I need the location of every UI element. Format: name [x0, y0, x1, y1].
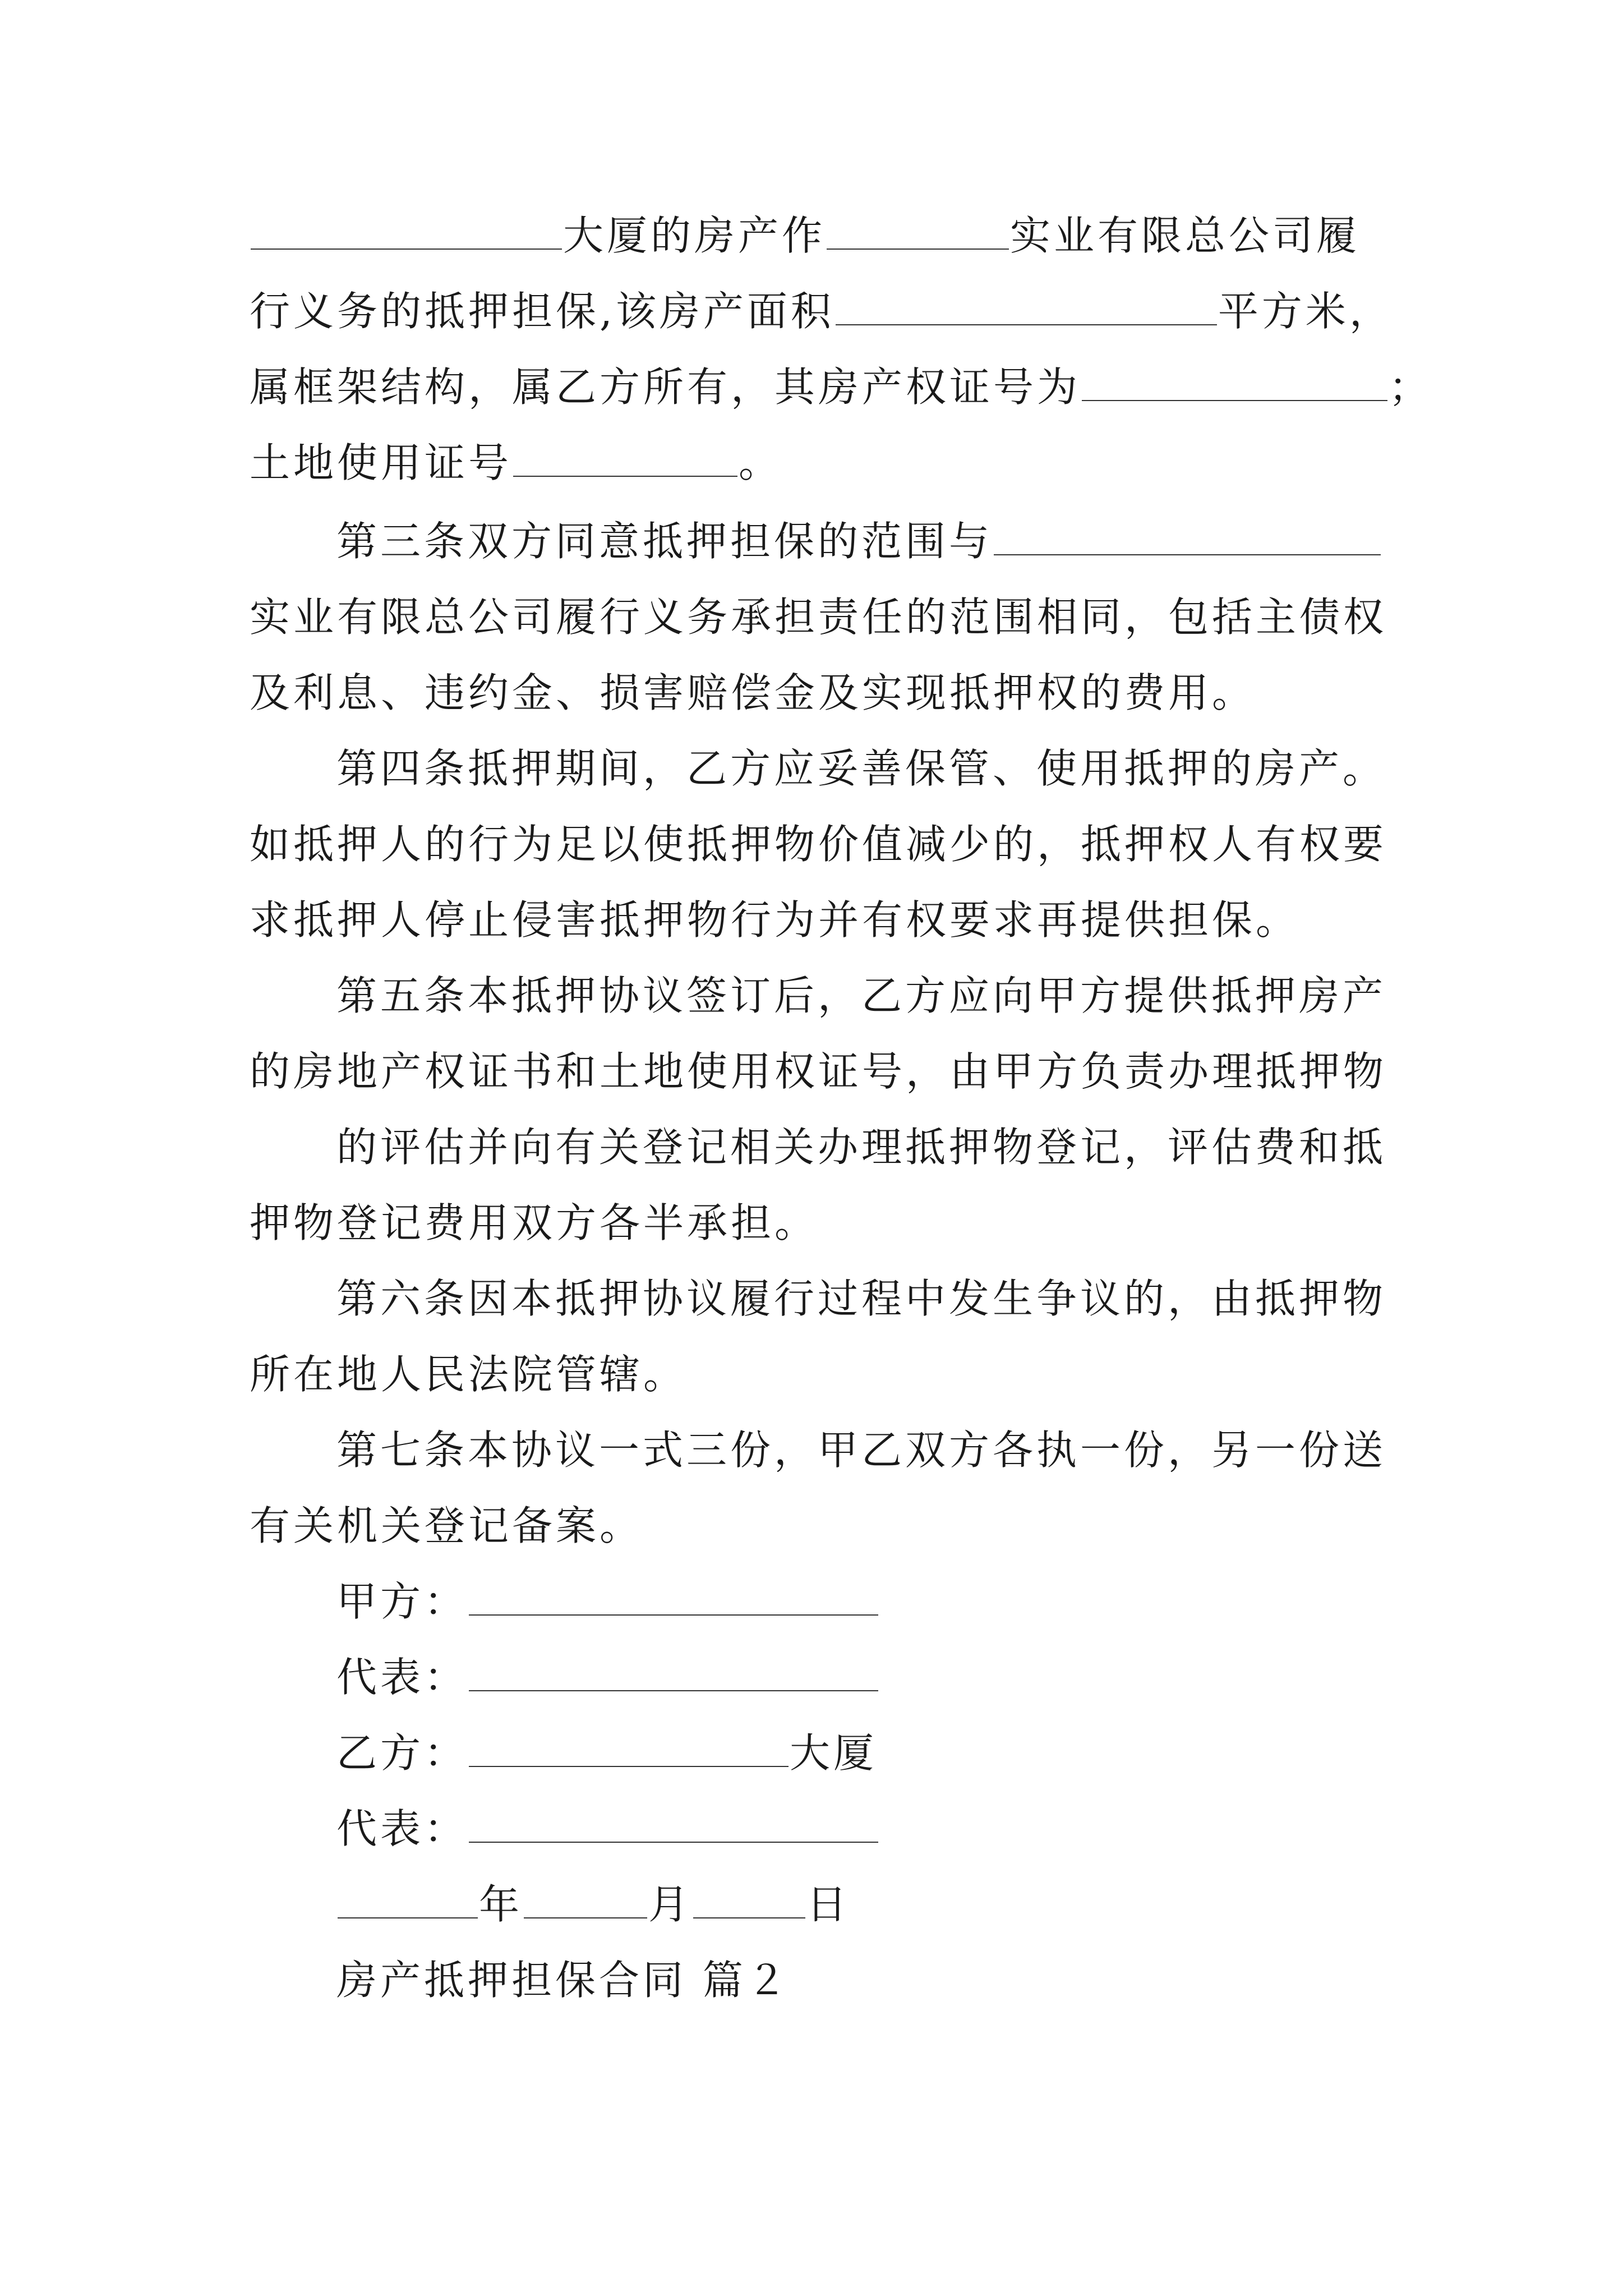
- blank-field[interactable]: [994, 519, 1381, 555]
- signature-party-a: [336, 1573, 879, 1630]
- text-fragment: 第三条双方同意抵押担保的范围与: [336, 518, 993, 565]
- article5-line2: 的房地产权证书和土地使用权证号，由甲方负责办理抵押物: [250, 1048, 1387, 1095]
- signature-field[interactable]: [469, 1731, 789, 1767]
- date-line: [336, 1876, 850, 1932]
- article3-line2: 实业有限总公司履行义务承担责任的范围相同，包括主债权: [250, 593, 1387, 641]
- signature-label: 甲方：: [336, 1578, 468, 1625]
- signature-label: 乙方：: [336, 1729, 468, 1777]
- day-field[interactable]: [693, 1883, 805, 1918]
- signature-label: 代表：: [336, 1654, 468, 1701]
- next-section-title: 房产抵押担保合同 篇２: [336, 1957, 790, 2004]
- year-label: 年: [479, 1881, 523, 1928]
- article4-line3: 求抵押人停止侵害抵押物行为并有权要求再提供担保。: [250, 896, 1300, 944]
- article5-line4: 押物登记费用双方各半承担。: [250, 1199, 819, 1246]
- blank-field[interactable]: [513, 441, 737, 477]
- text-fragment: 实业有限总公司履: [1010, 212, 1361, 259]
- signature-field[interactable]: [469, 1807, 878, 1843]
- article6-line2: 所在地人民法院管辖。: [250, 1351, 688, 1398]
- text-fragment: 平方米，: [1218, 288, 1393, 335]
- blank-field[interactable]: [251, 214, 562, 250]
- text-fragment: 行义务的抵押担保,该房产面积: [250, 288, 834, 335]
- article3-line1: [336, 513, 1382, 569]
- signature-field[interactable]: [469, 1655, 878, 1691]
- text-fragment: ；: [1389, 364, 1433, 411]
- text-fragment: 。: [739, 439, 783, 486]
- para1-line1: [250, 208, 1360, 264]
- article7-line2: 有关机关登记备案。: [250, 1502, 644, 1549]
- article5-line3: 的评估并向有关登记相关办理抵押物登记，评估费和抵: [336, 1124, 1387, 1171]
- para1-line4: [250, 435, 782, 491]
- text-fragment: 属框架结构，属乙方所有，其房产权证号为: [250, 364, 1081, 411]
- signature-rep-b: [336, 1801, 879, 1857]
- blank-field[interactable]: [836, 289, 1217, 325]
- blank-field[interactable]: [1082, 365, 1387, 401]
- year-field[interactable]: [338, 1883, 478, 1918]
- text-fragment: 大厦的房产作: [563, 212, 826, 259]
- article5-line1: 第五条本抵押协议签订后，乙方应向甲方提供抵押房产: [336, 972, 1387, 1019]
- text-fragment: 土地使用证号: [250, 439, 513, 486]
- article6-line1: 第六条因本抵押协议履行过程中发生争议的，由抵押物: [336, 1275, 1387, 1322]
- article4-line2: 如抵押人的行为足以使抵押物价值减少的，抵押权人有权要: [250, 821, 1387, 868]
- day-label: 日: [806, 1881, 851, 1928]
- signature-field[interactable]: [469, 1580, 878, 1616]
- month-label: 月: [648, 1881, 693, 1928]
- month-field[interactable]: [524, 1883, 647, 1918]
- signature-rep-a: [336, 1649, 879, 1705]
- article3-line3: 及利息、违约金、损害赔偿金及实现抵押权的费用。: [250, 669, 1256, 716]
- signature-suffix: 大厦: [790, 1729, 878, 1777]
- para1-line2: [250, 283, 1393, 339]
- blank-field[interactable]: [827, 214, 1009, 250]
- article7-line1: 第七条本协议一式三份，甲乙双方各执一份，另一份送: [336, 1427, 1387, 1474]
- para1-line3: [250, 359, 1432, 415]
- signature-party-b: [336, 1725, 877, 1781]
- signature-label: 代表：: [336, 1805, 468, 1852]
- article4-line1: 第四条抵押期间，乙方应妥善保管、使用抵押的房产。: [336, 745, 1387, 792]
